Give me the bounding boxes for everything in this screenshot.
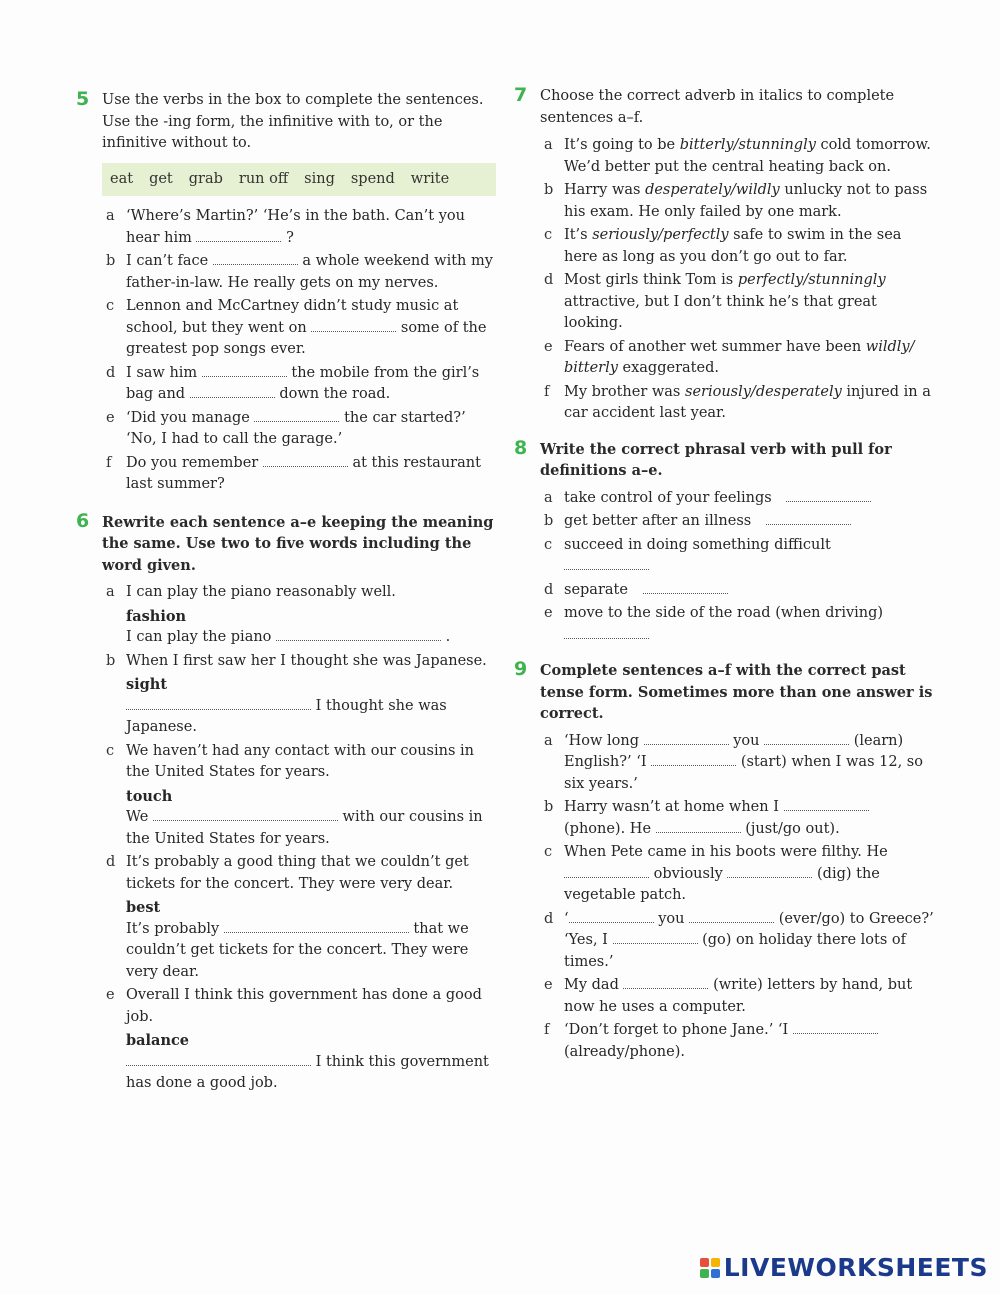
item-text: some of the greatest pop songs ever. (126, 319, 487, 357)
item-text: (phone). He (564, 820, 652, 837)
key-word: balance (126, 1032, 190, 1049)
item-text: ‘ (564, 910, 569, 927)
exercise-item (540, 797, 934, 840)
item-text: I saw him (126, 364, 198, 381)
item-text: (start) when I was 12, so six years.’ (564, 754, 923, 792)
answer-blank[interactable] (644, 731, 729, 745)
item-text: Lennon and McCartney didn’t study music at school, but they went on (126, 298, 459, 336)
item-letter: d (544, 910, 554, 927)
item-text: succeed in doing something difficult (564, 536, 831, 553)
exercise-item (540, 731, 934, 796)
item-text: separate (564, 581, 628, 598)
item-sentence: Overall I think this government has done a good job. (126, 987, 482, 1025)
item-letter: d (544, 272, 554, 288)
exercise-item (102, 296, 496, 361)
liveworksheets-logo[interactable] (700, 1253, 988, 1282)
item-text: you (658, 910, 685, 927)
item-text: My dad (564, 977, 619, 993)
answer-blank[interactable] (613, 930, 698, 944)
answer-blank[interactable] (202, 363, 287, 377)
exercise-9 (514, 660, 934, 1063)
item-text: a whole weekend with my father-in-law. He really gets on my nerves. (126, 253, 493, 291)
verb-option: eat (110, 170, 134, 187)
exercise-item (540, 488, 934, 510)
exercise-7 (514, 86, 934, 425)
item-letter: a (544, 732, 553, 749)
adverb-choice[interactable]: seriously/desperately (685, 383, 842, 400)
item-text: at this restaurant last summer? (126, 454, 481, 492)
item-text: you (733, 732, 760, 749)
item-text: ? (286, 229, 294, 246)
item-text: I think this government has done a good job. (126, 1053, 489, 1091)
exercise-item (102, 408, 496, 451)
item-letter: a (544, 489, 553, 506)
item-letter: a (106, 208, 115, 224)
exercise-number: 5 (76, 88, 90, 110)
key-word: sight (126, 676, 168, 693)
item-letter: b (106, 253, 116, 269)
exercise-item (540, 1020, 934, 1063)
exercise-item (102, 852, 496, 983)
item-text: with our cousins in the United States for years. (126, 809, 483, 847)
exercise-item (540, 909, 934, 974)
item-letter: b (106, 652, 116, 669)
exercise-item (540, 225, 934, 268)
item-text: get better after an illness (564, 513, 752, 529)
item-text: unlucky not to pass his exam. He only failed by one mark. (564, 182, 928, 220)
exercise-item (102, 251, 496, 294)
answer-blank[interactable] (254, 408, 339, 422)
answer-blank[interactable] (263, 453, 348, 467)
item-text: I can’t face (126, 253, 209, 269)
exercise-item (540, 337, 934, 380)
item-letter: c (544, 536, 553, 553)
item-letter: e (106, 987, 115, 1003)
item-letter: c (544, 227, 553, 243)
item-text: It’s probably (126, 920, 220, 937)
logo-square-red (700, 1258, 709, 1267)
answer-blank[interactable] (213, 251, 298, 265)
item-letter: e (106, 409, 115, 426)
answer-blank[interactable] (564, 864, 649, 878)
exercise-number: 7 (514, 84, 528, 106)
answer-blank[interactable] (564, 625, 649, 639)
item-text: safe to swim in the sea here as long as you don’t go out to far. (564, 227, 902, 265)
verb-option: grab (188, 170, 223, 187)
answer-blank[interactable] (643, 580, 728, 594)
exercise-item (540, 975, 934, 1018)
item-sentence: I can play the piano reasonably well. (126, 584, 396, 600)
item-letter: a (544, 137, 553, 153)
verb-box (102, 163, 496, 197)
item-text: that we couldn’t get tickets for the concert. They were very dear. (126, 920, 469, 980)
exercise-item (102, 206, 496, 249)
exercise-item (540, 382, 934, 425)
answer-blank[interactable] (569, 909, 654, 923)
verb-option: run off (238, 170, 289, 187)
verb-option: spend (350, 170, 395, 187)
answer-blank[interactable] (689, 909, 774, 923)
item-text: (ever/go) to Greece?’ ‘Yes, I (564, 910, 934, 948)
item-text: Harry was (564, 182, 641, 198)
exercise-instructions: Choose the correct adverb in italics to complete sentences a–f. (540, 88, 895, 126)
answer-blank[interactable] (764, 731, 849, 745)
item-text: the car started?’ ‘No, I had to call the garage.’ (126, 409, 466, 447)
exercise-item (102, 651, 496, 739)
exercise-item (540, 842, 934, 907)
verb-option: sing (304, 170, 335, 187)
item-text: I can play the piano (126, 629, 272, 645)
item-sentence: It’s probably a good thing that we couldn’t get tickets for the concert. They were very dear. (126, 854, 469, 892)
answer-blank[interactable] (786, 488, 871, 502)
item-text: ‘Where’s Martin?’ ‘He’s in the bath. Can’t you hear him (126, 208, 465, 246)
exercise-5 (76, 90, 496, 496)
left-column (76, 90, 496, 1097)
answer-blank[interactable] (224, 919, 409, 933)
item-letter: b (544, 799, 554, 815)
item-letter: e (544, 605, 553, 621)
item-text: I thought she was Japanese. (126, 697, 447, 735)
item-sentence: When I first saw her I thought she was Japanese. (126, 652, 487, 669)
item-letter: c (106, 298, 115, 314)
answer-blank[interactable] (564, 556, 649, 570)
exercise-instructions: Complete sentences a–f with the correct past tense form. Sometimes more than one answer is correct. (540, 662, 933, 722)
item-text: When Pete came in his boots were filthy. He (564, 844, 888, 860)
answer-blank[interactable] (766, 511, 851, 525)
answer-blank[interactable] (784, 797, 869, 811)
item-text: (learn) English?’ ‘I (564, 732, 904, 770)
exercise-number: 8 (514, 436, 528, 459)
exercise-item (102, 985, 496, 1095)
item-letter: a (106, 584, 115, 600)
adverb-choice[interactable]: desperately/wildly (645, 182, 780, 198)
logo-square-green (700, 1269, 709, 1278)
item-text: Fears of another wet summer have been (564, 338, 862, 355)
answer-blank[interactable] (656, 819, 741, 833)
item-text: ‘How long (564, 732, 639, 749)
exercise-item (540, 535, 934, 578)
exercise-item (102, 453, 496, 496)
item-letter: e (544, 338, 553, 355)
adverb-choice[interactable]: seriously/perfectly (592, 227, 729, 243)
adverb-choice[interactable]: bitterly/stunningly (679, 137, 816, 153)
item-letter: d (106, 854, 116, 870)
item-letter: f (106, 454, 112, 471)
item-text: My brother was (564, 383, 681, 400)
logo-square-blue (711, 1269, 720, 1278)
item-text: . (445, 629, 451, 645)
item-letter: e (544, 977, 553, 993)
exercise-instructions: Use the verbs in the box to complete the sentences. Use the -ing form, the infinitive with to, or the infinitive without to. (102, 92, 484, 151)
exercise-item (540, 580, 934, 602)
item-text: (write) letters by hand, but now he uses a computer. (564, 977, 913, 1015)
key-word: fashion (126, 607, 187, 625)
answer-blank[interactable] (793, 1020, 878, 1034)
item-sentence: We haven’t had any contact with our cousins in the United States for years. (126, 742, 474, 780)
item-text: (dig) the vegetable patch. (564, 865, 880, 903)
exercise-item (540, 270, 934, 335)
exercise-item (540, 603, 934, 646)
item-text: (already/phone). (564, 1043, 685, 1060)
item-letter: c (544, 844, 553, 860)
item-text: Harry wasn’t at home when I (564, 799, 779, 815)
key-word: best (126, 899, 161, 916)
exercise-instructions: Rewrite each sentence a–e keeping the meaning the same. Use two to five words including the word given. (102, 513, 494, 574)
answer-blank[interactable] (311, 318, 396, 332)
item-text: take control of your feelings (564, 489, 772, 506)
item-text: injured in a car accident last year. (564, 383, 931, 421)
exercise-6 (76, 509, 496, 1095)
logo-square-yellow (711, 1258, 720, 1267)
item-text: (go) on holiday there lots of times.’ (564, 932, 907, 970)
exercise-8 (514, 436, 934, 647)
key-word: touch (126, 787, 173, 805)
item-text: move to the side of the road (when driving) (564, 605, 884, 621)
answer-blank[interactable] (276, 627, 441, 641)
item-text: It’s (564, 227, 588, 243)
item-text: ‘Did you manage (126, 409, 250, 426)
item-letter: c (106, 742, 115, 759)
verb-option: get (149, 170, 173, 187)
exercise-item (540, 180, 934, 223)
item-letter: d (544, 581, 554, 598)
logo-icon (700, 1258, 720, 1278)
answer-blank[interactable] (727, 864, 812, 878)
item-text: (just/go out). (745, 820, 840, 837)
exercise-item (102, 741, 496, 851)
item-letter: f (544, 383, 550, 400)
exercise-item (102, 582, 496, 649)
item-text: exaggerated. (622, 360, 719, 376)
exercise-item (540, 511, 934, 533)
item-text: We (126, 809, 149, 825)
item-text: Most girls think Tom is (564, 272, 734, 288)
answer-blank[interactable] (153, 807, 338, 821)
answer-blank[interactable] (651, 752, 736, 766)
exercise-item (540, 135, 934, 178)
item-text: It’s going to be (564, 137, 676, 153)
logo-text: LIVEWORKSHEETS (723, 1253, 988, 1282)
item-letter: f (544, 1022, 550, 1038)
exercise-number: 9 (514, 658, 528, 680)
answer-blank[interactable] (126, 696, 311, 710)
exercise-number: 6 (76, 509, 90, 532)
adverb-choice[interactable]: wildly/ bitterly (564, 338, 915, 376)
item-letter: b (544, 182, 554, 198)
item-text: attractive, but I don’t think he’s that great looking. (564, 293, 877, 331)
item-letter: b (544, 513, 554, 529)
adverb-choice[interactable]: perfectly/stunningly (737, 272, 886, 288)
item-text: cold tomorrow. We’d better put the central heating back on. (564, 137, 931, 175)
exercise-item (102, 363, 496, 406)
answer-blank[interactable] (196, 228, 281, 242)
item-text: ‘Don’t forget to phone Jane.’ ‘I (564, 1022, 789, 1038)
answer-blank[interactable] (126, 1052, 311, 1066)
exercise-instructions: Write the correct phrasal verb with pull for definitions a–e. (540, 440, 892, 479)
item-text: down the road. (279, 386, 391, 402)
item-text: obviously (653, 865, 723, 882)
item-text: Do you remember (126, 454, 259, 471)
item-text: the mobile from the girl’s bag and (126, 364, 480, 402)
answer-blank[interactable] (623, 975, 708, 989)
answer-blank[interactable] (190, 384, 275, 398)
item-letter: d (106, 364, 116, 381)
verb-option: write (410, 170, 450, 187)
right-column (514, 86, 934, 1065)
